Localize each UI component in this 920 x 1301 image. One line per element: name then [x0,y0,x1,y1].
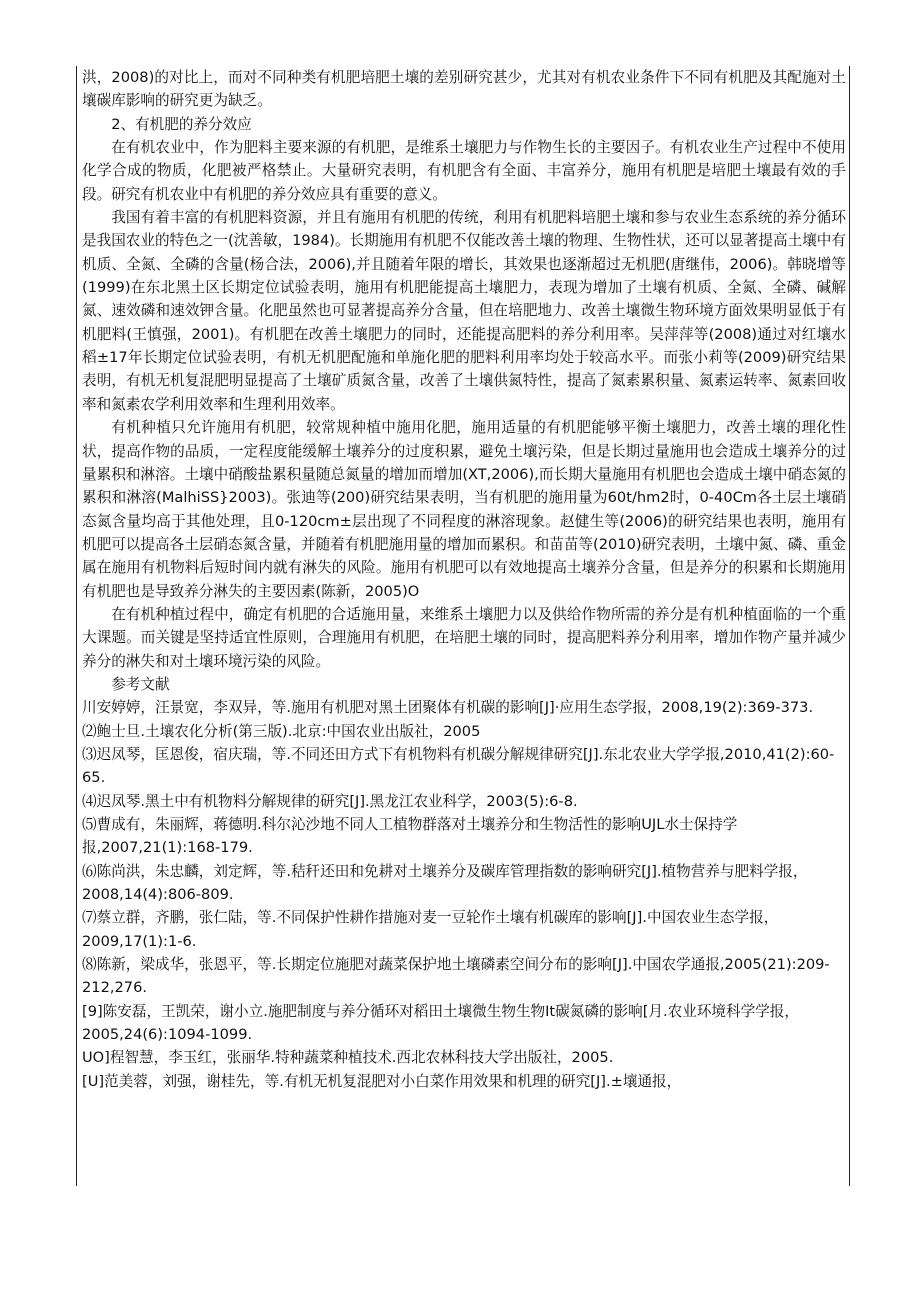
reference-item: 川安婷婷，汪景宽，李双异，等.施用有机肥对黑土团聚体有机碳的影响[J]·应用生态学报，2008,19(2):369-373. [82,699,814,717]
paragraph: 我国有着丰富的有机肥料资源，并且有施用有机肥的传统，利用有机肥料培肥土壤和参与农业生态系统的养分循环是我国农业的特色之一(沈善敏，1984)。长期施用有机肥不仅能改善土壤的物理、生物性状，还可以显著提高土壤中有机质、全氮、全磷的含量(杨合法，2006),并且随着年限的增长，其效果也逐渐超过无机肥(唐继伟，2006)。韩晓增等(1999)在东北黑土区长期定位试验表明，施用有机肥能提高土壤肥力，表现为增加了土壤有机质、全氮、全磷、碱解氮、速效磷和速效钾含量。化肥虽然也可显著提高养分含量，但在培肥地力、改善土壤微生物环境方面效果明显低于有机肥料(王慎强，2001)。有机肥在改善土壤肥力的同时，还能提高肥料的养分利用率。吴萍萍等(2008)通过对红壤水稻±17年长期定位试验表明，有机无机肥配施和单施化肥的肥料利用率均处于较高水平。而张小莉等(2009)研究结果表明，有机无机复混肥明显提高了土壤矿质氮含量，改善了土壤供氮特性，提高了氮素累积量、氮素运转率、氮素回收率和氮素农学利用效率和生理利用效率。 [82,209,846,413]
references-title: 参考文献 [111,675,170,693]
section-heading: 2、有机肥的养分效应 [111,115,252,133]
paragraph: 有机种植只允许施用有机肥，较常规种植中施用化肥，施用适量的有机肥能够平衡土壤肥力，改善土壤的理化性状，提高作物的品质，一定程度能缓解土壤养分的过度积累，避免土壤污染，但是长期过量施用也会造成土壤养分的过量累积和淋溶。土壤中硝酸盐累积量随总氮量的增加而增加(XT,2006),而长期大量施用有机肥也会造成土壤中硝态氮的累积和淋溶(MalhiSS}2003)。张迪等(200)研究结果表明，当有机肥的施用量为60t/hm2时，0-40Cm各土层土壤硝态氮含量均高于其他处理，且0-120cm±层出现了不同程度的淋溶现象。赵健生等(2006)的研究结果也表明，施用有机肥可以提高各土层硝态氮含量，并随着有机肥施用量的增加而累积。和苗苗等(2010)研究表明，土壤中氮、磷、重金属在施用有机物料后短时间内就有淋失的风险。施用有机肥可以有效地提高土壤养分含量，但是养分的积累和长期施用有机肥也是导致养分淋失的主要因素(陈新，2005)O [82,419,846,600]
reference-item: ⑷迟凤琴.黑土中有机物料分解规律的研究[J].黑龙江农业科学，2003(5):6-8. [82,792,578,810]
reference-item: [9]陈安磊，王凯荣，谢小立.施肥制度与养分循环对稻田土壤微生物生物It碳氮磷的影响[月.农业环境科学学报，2005,24(6):1094-1099. [82,1002,799,1044]
reference-item: ⑻陈新，梁成华，张恩平，等.长期定位施肥对蔬菜保护地土壤磷素空间分布的影响[J].中国农学通报,2005(21):209-212,276. [82,956,830,997]
reference-item: [U]范美蓉，刘强，谢桂先，等.有机无机复混肥对小白菜作用效果和机理的研究[J].±壤通报， [82,1072,682,1090]
document-body [82,66,846,1093]
reference-item: ⑺蔡立群，齐鹏，张仁陆，等.不同保护性耕作措施对麦一豆轮作土壤有机碳库的影响[J].中国农业生态学报，2009,17(1):1-6. [82,909,779,950]
paragraph-continuation: 洪，2008)的对比上，而对不同种类有机肥培肥土壤的差别研究甚少，尤其对有机农业条件下不同有机肥及其配施对土壤碳库影响的研究更为缺乏。 [82,69,846,110]
reference-item: ⑸曹成有，朱丽辉，蒋德明.科尔沁沙地不同人工植物群落对土壤养分和生物活性的影响UJL水士保持学报,2007,21(1):168-179. [82,816,738,857]
paragraph: 在有机种植过程中，确定有机肥的合适施用量，来维系土壤肥力以及供给作物所需的养分是有机种植面临的一个重大课题。而关键是坚持适宜性原则，合理施用有机肥，在培肥土壤的同时，提高肥料养分利用率，增加作物产量并减少养分的淋失和对土壤环境污染的风险。 [82,605,846,670]
reference-item: ⑹陈尚洪，朱忠麟，刘定辉，等.秸秆还田和免耕对土壤养分及碳库管理指数的影响研究[J].植物营养与肥料学报，2008,14(4):806-809. [82,862,808,904]
reference-item: UO]程智慧，李玉红，张丽华.特种蔬菜种植技术.西北农林科技大学出版社，2005. [82,1049,614,1067]
reference-list [82,696,846,1093]
paragraph: 在有机农业中，作为肥料主要来源的有机肥，是维系土壤肥力与作物生长的主要因子。有机农业生产过程中不使用化学合成的物质，化肥被严格禁止。大量研究表明，有机肥含有全面、丰富养分，施用有机肥是培肥土壤最有效的手段。研究有机农业中有机肥的养分效应具有重要的意义。 [82,139,846,203]
reference-item: ⑶迟凤琴，匡恩俊，宿庆瑞，等.不同还田方式下有机物料有机碳分解规律研究[J].东北农业大学学报,2010,41(2):60-65. [82,745,835,787]
reference-item: ⑵鲍士旦.土壤农化分析(第三版).北京:中国农业出版社，2005 [82,722,481,740]
